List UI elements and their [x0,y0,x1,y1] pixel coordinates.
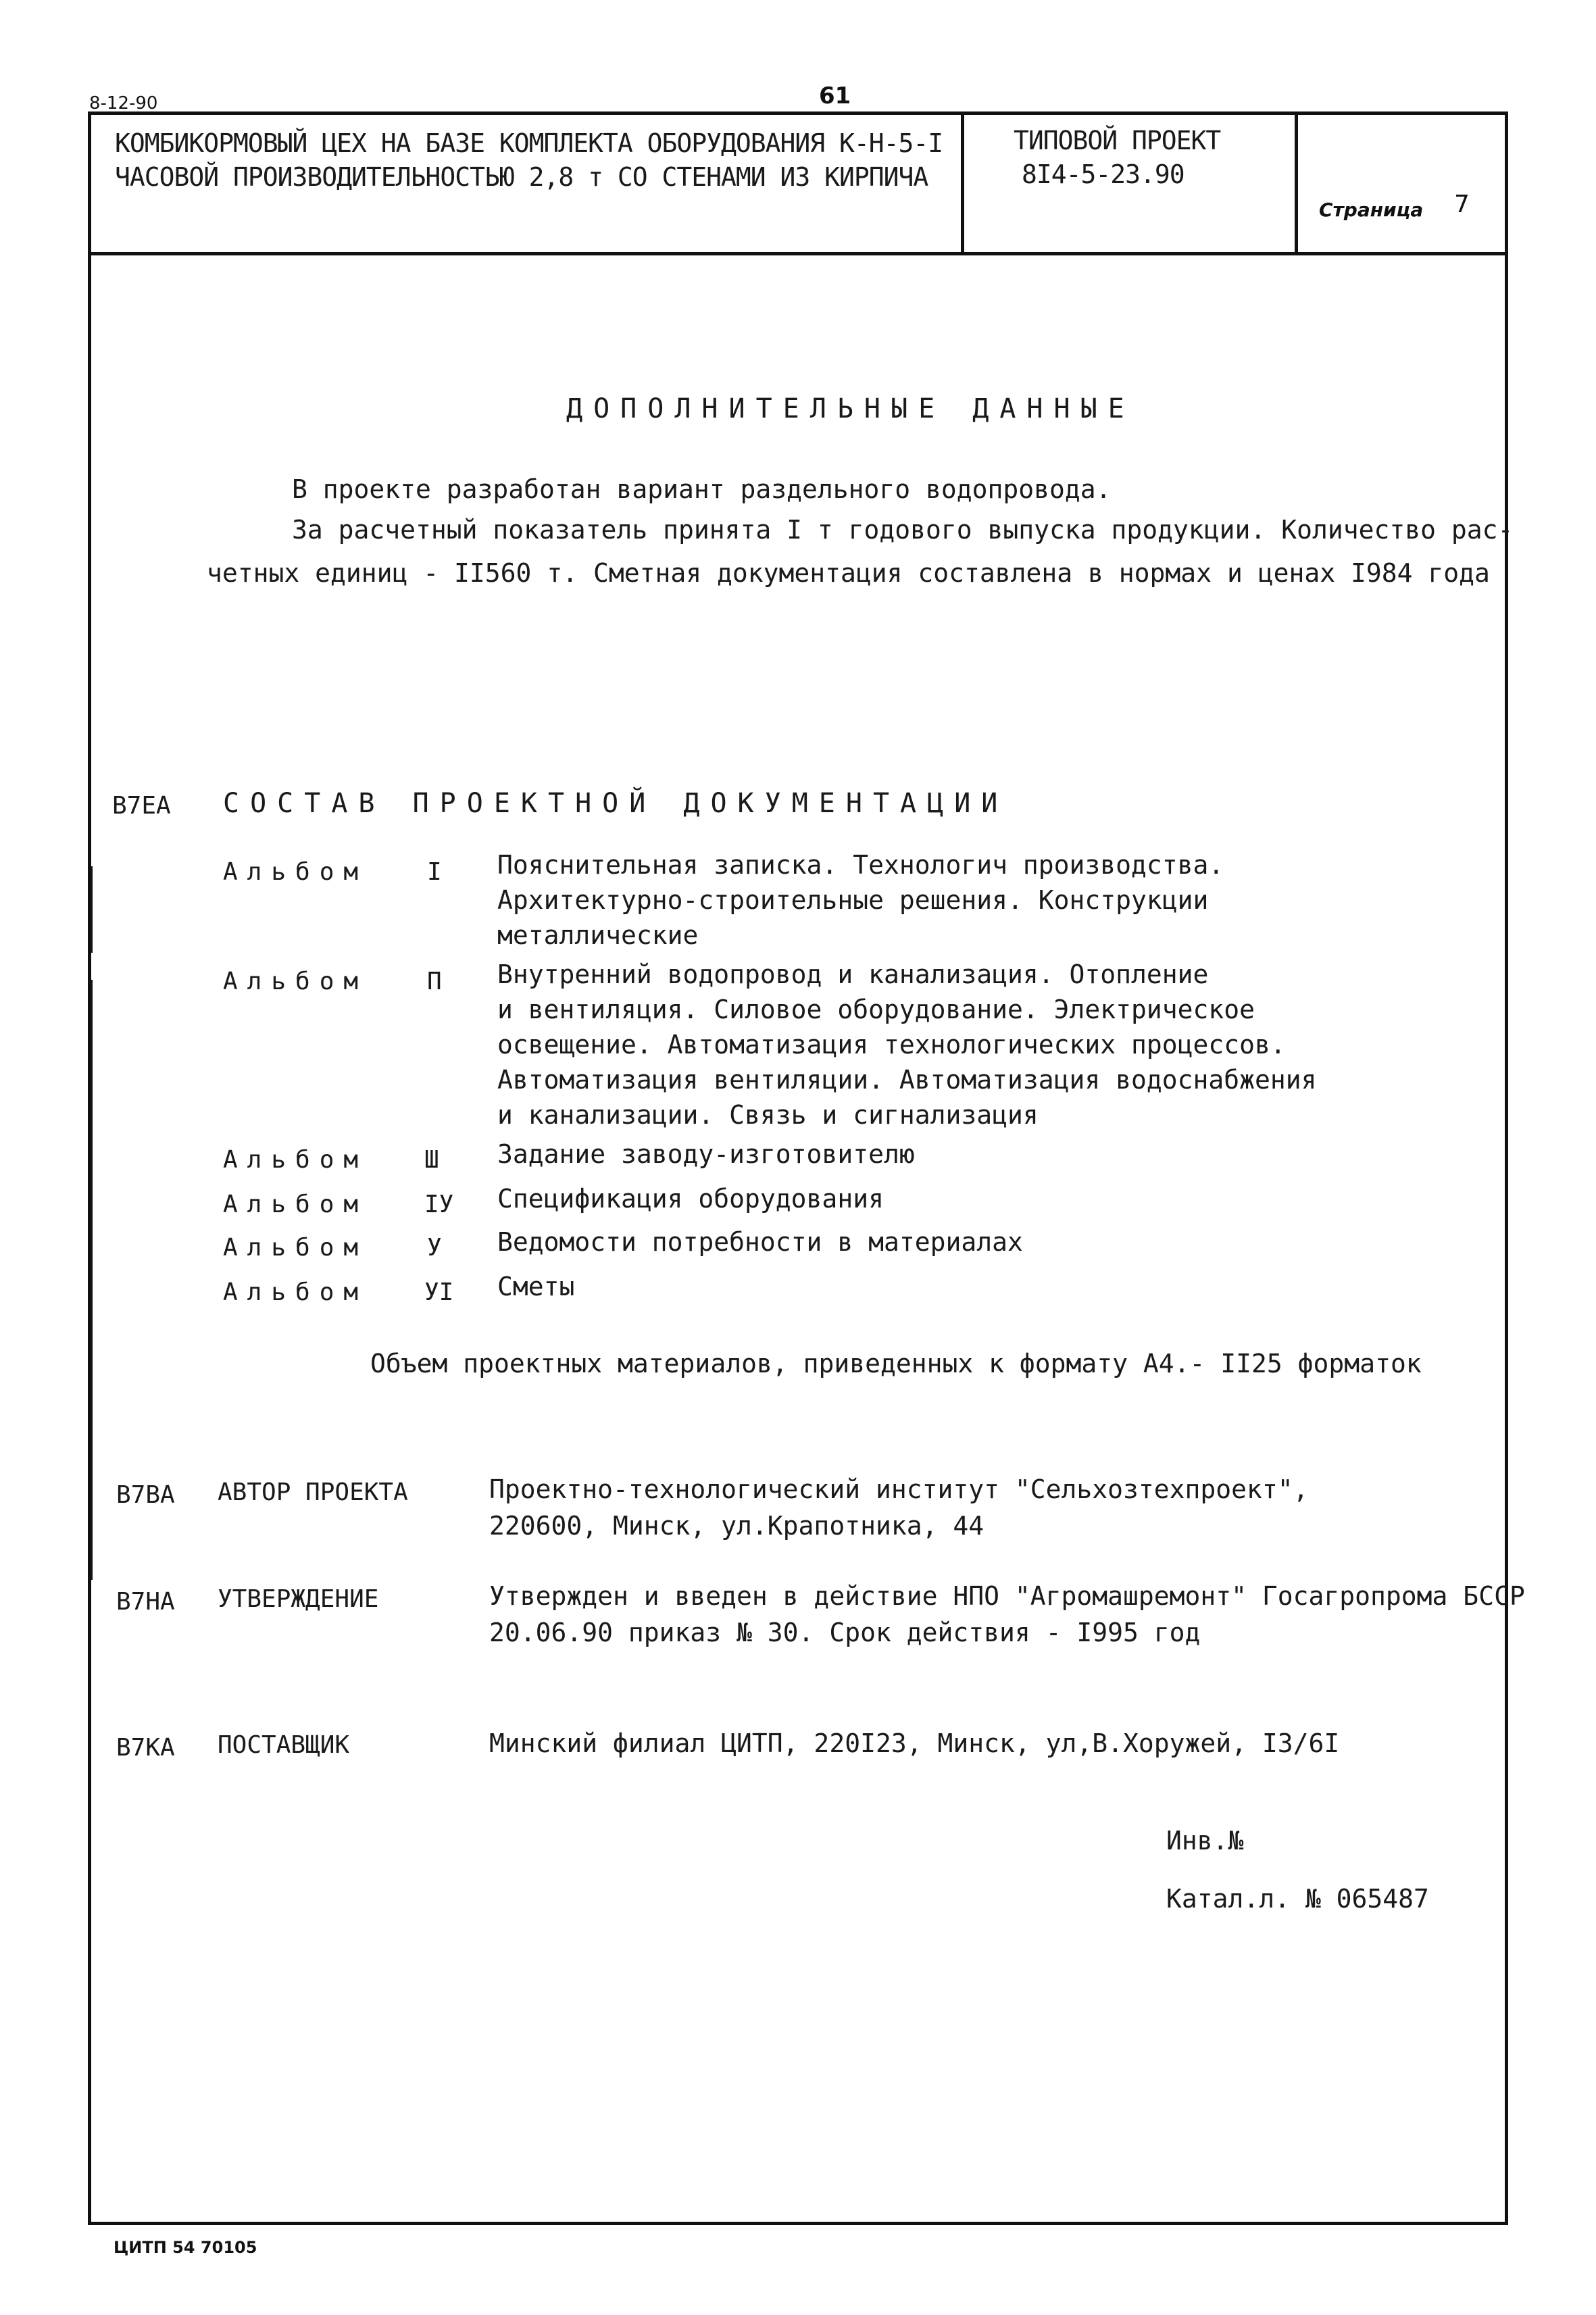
supplier-label: ПОСТАВЩИК [218,1731,350,1759]
project-number: 8I4-5-23.90 [1022,159,1184,189]
page-label: Страница [1319,199,1424,221]
page-value: 7 [1454,191,1470,218]
supplier-line1: Минский филиал ЦИТП, 220I23, Минск, ул,В.Хоружей, I3/6I [489,1728,1340,1758]
additional-heading: ДОПОЛНИТЕЛЬНЫЕ ДАННЫЕ [566,393,1135,424]
album-label-1: Альбом [223,858,368,886]
album-number-6: УI [424,1278,454,1306]
author-label: АВТОР ПРОЕКТА [218,1478,408,1506]
approval-line1: Утвержден и введен в действие НПО "Агромашремонт" Госагропрома БССР [489,1581,1525,1611]
header-title-line2: ЧАСОВОЙ ПРОИЗВОДИТЕЛЬНОСТЬЮ 2,8 т СО СТЕНАМИ ИЗ КИРПИЧА [115,162,928,192]
margin-mark-2 [89,980,93,1580]
album-3-line1: Задание заводу-изготовителю [497,1139,915,1169]
additional-line1: В проекте разработан вариант раздельного водопровода. [292,474,1112,504]
album-label-5: Альбом [223,1234,368,1262]
supplier-code: В7КА [116,1734,175,1762]
additional-line2: За расчетный показатель принята I т годового выпуска продукции. Количество рас- [292,515,1514,545]
album-number-3: Ш [424,1146,439,1174]
album-2-line1: Внутренний водопровод и канализация. Отопление [497,960,1209,989]
inventory-label: Инв.№ [1166,1826,1244,1856]
volume-text: Объем проектных материалов, приведенных к формату А4.- II25 форматок [370,1349,1422,1378]
sheet-number: 61 [819,82,851,109]
album-4-line1: Спецификация оборудования [497,1184,884,1214]
approval-line2: 20.06.90 приказ № 30. Срок действия - I995 год [489,1618,1201,1647]
album-1-line2: Архитектурно-строительные решения. Конструкции [497,885,1209,915]
catalog-number: Катал.л. № 065487 [1166,1884,1429,1914]
author-line1: Проектно-технологический институт "Сельхозтехпроект", [489,1474,1309,1504]
date-mark: 8-12-90 [89,93,158,114]
album-2-line5: и канализации. Связь и сигнализация [497,1100,1039,1130]
album-6-line1: Сметы [497,1272,575,1301]
album-1-line1: Пояснительная записка. Технологич производства. [497,850,1224,880]
album-2-line3: освещение. Автоматизация технологических процессов. [497,1030,1286,1060]
author-code: В7ВА [116,1481,175,1509]
header-title-line1: КОМБИКОРМОВЫЙ ЦЕХ НА БАЗЕ КОМПЛЕКТА ОБОРУДОВАНИЯ К-Н-5-I [115,128,943,158]
composition-heading: СОСТАВ ПРОЕКТНОЙ ДОКУМЕНТАЦИИ [223,788,1009,819]
footer-stamp: ЦИТП 54 70105 [114,2238,257,2257]
album-number-4: IУ [424,1191,454,1218]
album-number-2: П [427,968,442,995]
margin-mark-1 [89,866,93,953]
album-number-1: I [427,858,442,886]
header-column-divider-2 [1295,111,1298,253]
header-column-divider-1 [961,111,964,253]
project-label: ТИПОВОЙ ПРОЕКТ [1014,126,1221,155]
album-2-line2: и вентиляция. Силовое оборудование. Электрическое [497,995,1255,1024]
album-label-6: Альбом [223,1278,368,1306]
album-2-line4: Автоматизация вентиляции. Автоматизация водоснабжения [497,1065,1317,1095]
album-number-5: У [427,1234,442,1262]
album-5-line1: Ведомости потребности в материалах [497,1227,1023,1257]
composition-code: В7ЕА [112,792,171,820]
approval-code: В7НА [116,1588,175,1616]
album-1-line3: металлические [497,920,699,950]
author-line2: 220600, Минск, ул.Крапотника, 44 [489,1511,984,1541]
approval-label: УТВЕРЖДЕНИЕ [218,1585,379,1613]
album-label-3: Альбом [223,1146,368,1174]
additional-line3: четных единиц - II560 т. Сметная документация составлена в нормах и ценах I984 года [207,558,1490,588]
album-label-2: Альбом [223,968,368,995]
album-label-4: Альбом [223,1191,368,1218]
